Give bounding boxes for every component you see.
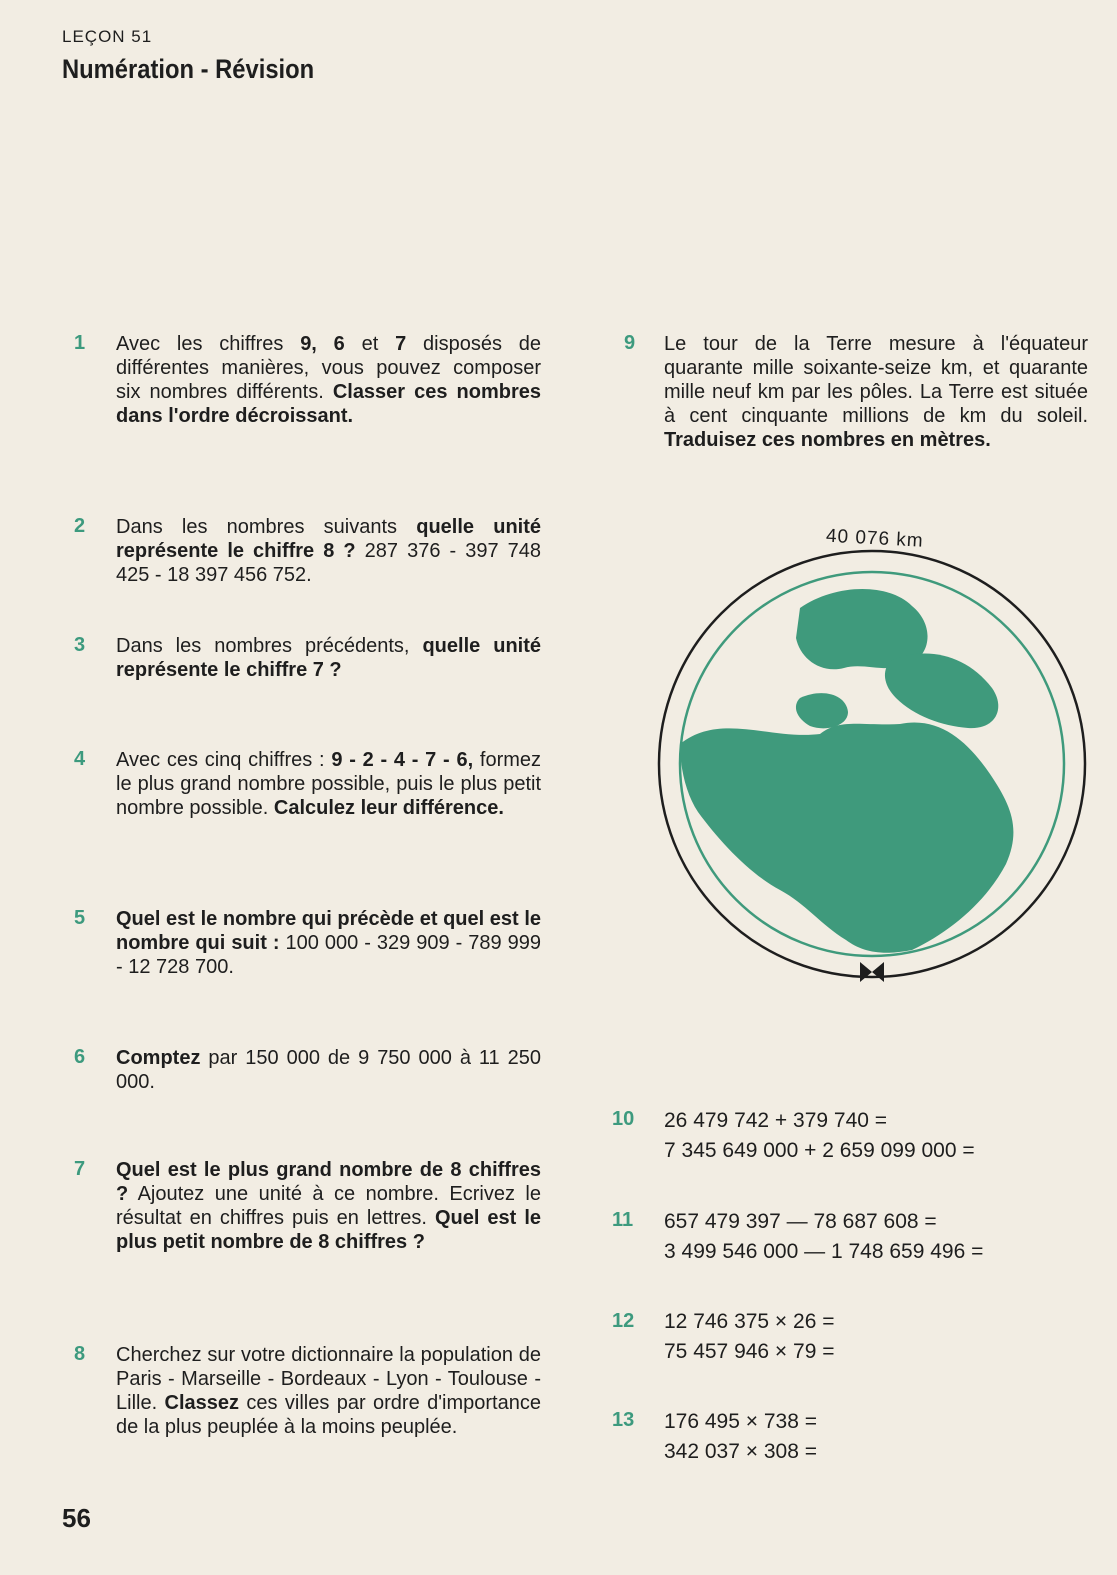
- exercise-text-bold: Classez: [164, 1392, 240, 1414]
- calc-number: 11: [612, 1209, 634, 1231]
- exercise-number: 7: [74, 1158, 86, 1180]
- calc-10: [664, 1106, 975, 1166]
- exercise-text: 100 000 - 329 909 - 789 999 - 12 728 700.: [116, 932, 541, 978]
- exercise-text-bold: 9 - 2 - 4 - 7 - 6,: [331, 749, 474, 771]
- exercise-text: et: [344, 333, 396, 355]
- calc-11: [664, 1207, 983, 1267]
- exercise-7: [116, 1158, 541, 1254]
- calc-line: 12 746 375 × 26 =: [664, 1310, 835, 1333]
- circumference-label: 40 076 km: [825, 525, 925, 552]
- exercise-number: 5: [74, 907, 86, 929]
- exercise-text: formez le plus grand nombre possible, puis le plus petit nombre possible.: [116, 749, 542, 819]
- exercise-number: 9: [624, 332, 636, 354]
- exercise-text-bold: 7: [395, 333, 407, 355]
- earth-globe-illustration: [650, 512, 1095, 992]
- exercise-number: 2: [74, 515, 86, 537]
- exercise-text-bold: quelle unité représente le chiffre 7 ?: [116, 635, 542, 681]
- calc-number: 13: [612, 1409, 635, 1431]
- exercise-2: [116, 515, 541, 587]
- exercise-text: Cherchez sur votre dictionnaire la population de Paris - Marseille - Bordeaux - Lyon - Toulouse - Lille.: [116, 1344, 541, 1414]
- exercise-text: Avec les chiffres: [116, 333, 301, 355]
- exercise-text-bold: 9, 6: [300, 333, 345, 355]
- exercise-8: [116, 1343, 541, 1439]
- exercise-number: 1: [74, 332, 86, 354]
- calc-number: 10: [612, 1108, 635, 1130]
- exercise-text-bold: quelle unité représente le chiffre 8 ?: [116, 516, 541, 562]
- exercise-1: [116, 332, 541, 428]
- exercise-6: [116, 1046, 541, 1094]
- exercise-3: [116, 634, 541, 682]
- exercise-text: disposés de différentes manières, vous pouvez composer six nombres différents.: [116, 333, 542, 403]
- exercise-text-bold: Comptez: [116, 1047, 201, 1069]
- exercise-text-bold: Classer ces nombres dans l'ordre décroissant.: [116, 381, 541, 427]
- exercise-number: 3: [74, 634, 86, 656]
- exercise-4: [116, 748, 541, 820]
- exercise-text: ces villes par ordre d'importance de la plus peuplée à la moins peuplée.: [116, 1392, 541, 1438]
- exercise-text: Le tour de la Terre mesure à l'équateur quarante mille soixante-seize km, et quarante mille neuf km par les pôles. La Terre est située à cent cinquante millions de km du soleil.: [664, 333, 1088, 427]
- lesson-label: LEÇON 51: [62, 27, 153, 46]
- exercise-text: par 150 000 de 9 750 000 à 11 250 000.: [116, 1047, 541, 1093]
- calc-line: 3 499 546 000 — 1 748 659 496 =: [664, 1240, 984, 1263]
- exercise-number: 8: [74, 1343, 86, 1365]
- exercise-text: Avec ces cinq chiffres :: [116, 749, 332, 771]
- calc-line: 75 457 946 × 79 =: [664, 1340, 835, 1363]
- exercise-text: 287 376 - 397 748 425 - 18 397 456 752.: [116, 540, 542, 586]
- calc-12: [664, 1307, 835, 1367]
- exercise-number: 6: [74, 1046, 86, 1068]
- exercise-text-bold: Calculez leur différence.: [273, 797, 504, 819]
- exercise-9: [664, 332, 1088, 452]
- page-number: 56: [62, 1503, 91, 1533]
- calc-line: 176 495 × 738 =: [664, 1410, 817, 1433]
- calc-line: 342 037 × 308 =: [664, 1440, 817, 1463]
- exercise-text-bold: Quel est le nombre qui précède et quel est le nombre qui suit :: [116, 908, 541, 954]
- exercise-5: [116, 907, 541, 979]
- calc-line: 657 479 397 — 78 687 608 =: [664, 1210, 937, 1233]
- exercise-text: Dans les nombres précédents,: [116, 635, 423, 657]
- page-title: Numération - Révision: [62, 54, 315, 84]
- bowtie-marker-icon: [860, 962, 884, 982]
- exercise-text-bold: Quel est le plus grand nombre de 8 chiffres ?: [116, 1159, 541, 1205]
- exercise-text: Ajoutez une unité à ce nombre. Ecrivez le résultat en chiffres puis en lettres.: [116, 1183, 541, 1229]
- exercise-text: Dans les nombres suivants: [116, 516, 417, 538]
- calc-number: 12: [612, 1310, 635, 1332]
- calc-13: [664, 1407, 817, 1467]
- exercise-number: 4: [74, 748, 86, 770]
- exercise-text-bold: Traduisez ces nombres en mètres.: [664, 429, 991, 451]
- calc-line: 7 345 649 000 + 2 659 099 000 =: [664, 1139, 975, 1162]
- calc-line: 26 479 742 + 379 740 =: [664, 1109, 888, 1132]
- exercise-text-bold: Quel est le plus petit nombre de 8 chiffres ?: [116, 1207, 541, 1253]
